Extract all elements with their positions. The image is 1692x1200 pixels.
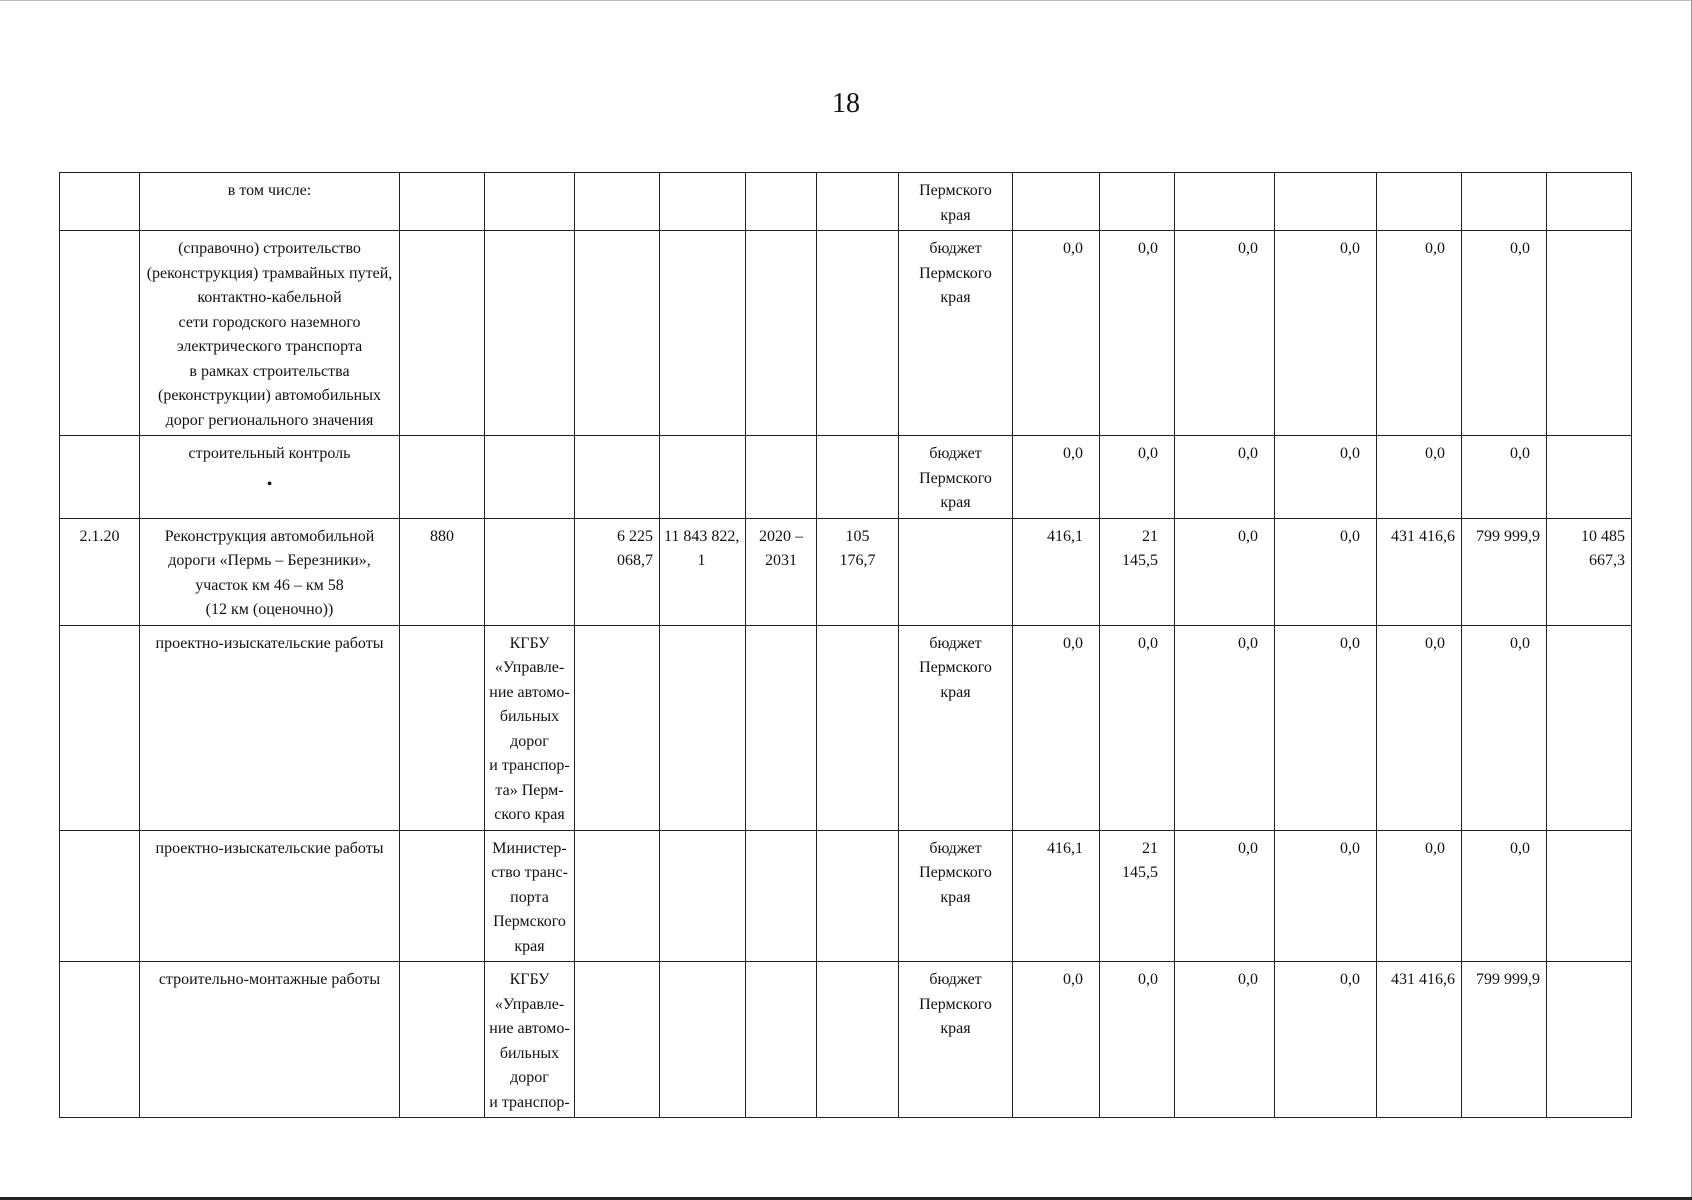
- value-cell: 0,0: [1013, 436, 1100, 519]
- scan-edge-top: [0, 0, 1692, 1]
- value-cell: [1547, 436, 1632, 519]
- cost1-cell: [575, 436, 660, 519]
- cost2-cell: [660, 830, 746, 962]
- table-row: [60, 436, 1632, 519]
- value-cell: 0,0: [1275, 518, 1377, 625]
- funding-source-cell: Пермского края: [899, 173, 1013, 231]
- description-cell: проектно-изыскательские работы: [140, 625, 400, 830]
- value-cell: [1100, 173, 1175, 231]
- value-cell: 799 999,9: [1462, 962, 1547, 1118]
- funding-source-cell: бюджет Пермского края: [899, 231, 1013, 436]
- table-row: [60, 518, 1632, 625]
- code-cell: [400, 436, 485, 519]
- row-number-cell: [60, 830, 140, 962]
- value-cell: [1547, 830, 1632, 962]
- value-cell: [1547, 962, 1632, 1118]
- description-cell: в том числе:: [140, 173, 400, 231]
- value-cell: 416,1: [1013, 830, 1100, 962]
- period-cell: [746, 962, 817, 1118]
- capacity-cell: [817, 830, 899, 962]
- code-cell: [400, 173, 485, 231]
- table-row: [60, 962, 1632, 1118]
- value-cell: 0,0: [1100, 436, 1175, 519]
- value-cell: 0,0: [1275, 962, 1377, 1118]
- cost1-cell: 6 225 068,7: [575, 518, 660, 625]
- value-cell: 21 145,5: [1100, 518, 1175, 625]
- value-cell: 0,0: [1013, 231, 1100, 436]
- value-cell: [1175, 173, 1275, 231]
- value-cell: 0,0: [1377, 625, 1462, 830]
- executor-cell: [485, 518, 575, 625]
- funding-source-cell: [899, 518, 1013, 625]
- value-cell: 0,0: [1100, 625, 1175, 830]
- value-cell: 0,0: [1100, 962, 1175, 1118]
- value-cell: 0,0: [1377, 231, 1462, 436]
- value-cell: 799 999,9: [1462, 518, 1547, 625]
- period-cell: [746, 625, 817, 830]
- row-number-cell: [60, 173, 140, 231]
- capacity-cell: 105 176,7: [817, 518, 899, 625]
- value-cell: 0,0: [1462, 830, 1547, 962]
- period-cell: [746, 436, 817, 519]
- description-cell: строительно-монтажные работы: [140, 962, 400, 1118]
- cost2-cell: [660, 962, 746, 1118]
- code-cell: 880: [400, 518, 485, 625]
- capacity-cell: [817, 625, 899, 830]
- value-cell: 0,0: [1275, 231, 1377, 436]
- period-cell: [746, 830, 817, 962]
- cost2-cell: 11 843 822, 1: [660, 518, 746, 625]
- cost2-cell: [660, 625, 746, 830]
- cost1-cell: [575, 173, 660, 231]
- executor-cell: [485, 231, 575, 436]
- table-row: [60, 830, 1632, 962]
- value-cell: 0,0: [1377, 830, 1462, 962]
- table-row: [60, 231, 1632, 436]
- description-cell: проектно-изыскательские работы: [140, 830, 400, 962]
- period-cell: [746, 231, 817, 436]
- capacity-cell: [817, 962, 899, 1118]
- value-cell: 0,0: [1175, 830, 1275, 962]
- page-number: 18: [832, 88, 860, 119]
- funding-source-cell: бюджет Пермского края: [899, 962, 1013, 1118]
- code-cell: [400, 962, 485, 1118]
- code-cell: [400, 625, 485, 830]
- value-cell: 0,0: [1175, 518, 1275, 625]
- code-cell: [400, 830, 485, 962]
- value-cell: 0,0: [1275, 436, 1377, 519]
- executor-cell: КГБУ «Управле- ние автомо- бильных дорог и транспор- та» Перм- ского края: [485, 625, 575, 830]
- executor-cell: [485, 173, 575, 231]
- cost1-cell: [575, 830, 660, 962]
- capacity-cell: [817, 173, 899, 231]
- row-number-cell: [60, 231, 140, 436]
- value-cell: [1547, 625, 1632, 830]
- value-cell: [1275, 173, 1377, 231]
- value-cell: 431 416,6: [1377, 518, 1462, 625]
- capacity-cell: [817, 436, 899, 519]
- value-cell: 0,0: [1462, 436, 1547, 519]
- funding-source-cell: бюджет Пермского края: [899, 436, 1013, 519]
- value-cell: 0,0: [1013, 625, 1100, 830]
- description-cell: (справочно) строительство (реконструкция) трамвайных путей, контактно-кабельной сети городского наземного электрического транспорта в рамках строительства (реконструкции) автомобильных дорог регионального значения: [140, 231, 400, 436]
- code-cell: [400, 231, 485, 436]
- value-cell: 0,0: [1462, 231, 1547, 436]
- budget-table: [59, 172, 1632, 1118]
- table-row: [60, 625, 1632, 830]
- value-cell: 0,0: [1100, 231, 1175, 436]
- funding-source-cell: бюджет Пермского края: [899, 830, 1013, 962]
- value-cell: 0,0: [1175, 436, 1275, 519]
- value-cell: [1547, 173, 1632, 231]
- value-cell: 0,0: [1462, 625, 1547, 830]
- table-row: [60, 173, 1632, 231]
- period-cell: 2020 – 2031: [746, 518, 817, 625]
- cost2-cell: [660, 173, 746, 231]
- description-cell: Реконструкция автомобильной дороги «Пермь – Березники», участок км 46 – км 58 (12 км (оценочно)): [140, 518, 400, 625]
- value-cell: 0,0: [1275, 625, 1377, 830]
- cost2-cell: [660, 436, 746, 519]
- description-cell: строительный контроль •: [140, 436, 400, 519]
- value-cell: 0,0: [1013, 962, 1100, 1118]
- cost2-cell: [660, 231, 746, 436]
- cost1-cell: [575, 625, 660, 830]
- value-cell: 0,0: [1175, 625, 1275, 830]
- row-number-cell: [60, 962, 140, 1118]
- value-cell: 0,0: [1175, 962, 1275, 1118]
- funding-source-cell: бюджет Пермского края: [899, 625, 1013, 830]
- value-cell: 10 485 667,3: [1547, 518, 1632, 625]
- value-cell: [1013, 173, 1100, 231]
- row-number-cell: [60, 436, 140, 519]
- cost1-cell: [575, 231, 660, 436]
- value-cell: 0,0: [1275, 830, 1377, 962]
- value-cell: [1462, 173, 1547, 231]
- executor-cell: [485, 436, 575, 519]
- value-cell: 0,0: [1377, 436, 1462, 519]
- row-number-cell: 2.1.20: [60, 518, 140, 625]
- value-cell: 416,1: [1013, 518, 1100, 625]
- value-cell: 0,0: [1175, 231, 1275, 436]
- period-cell: [746, 173, 817, 231]
- value-cell: 21 145,5: [1100, 830, 1175, 962]
- value-cell: 431 416,6: [1377, 962, 1462, 1118]
- value-cell: [1377, 173, 1462, 231]
- capacity-cell: [817, 231, 899, 436]
- executor-cell: КГБУ «Управле- ние автомо- бильных дорог и транспор-: [485, 962, 575, 1118]
- executor-cell: Министер- ство транс- порта Пермского края: [485, 830, 575, 962]
- row-number-cell: [60, 625, 140, 830]
- value-cell: [1547, 231, 1632, 436]
- cost1-cell: [575, 962, 660, 1118]
